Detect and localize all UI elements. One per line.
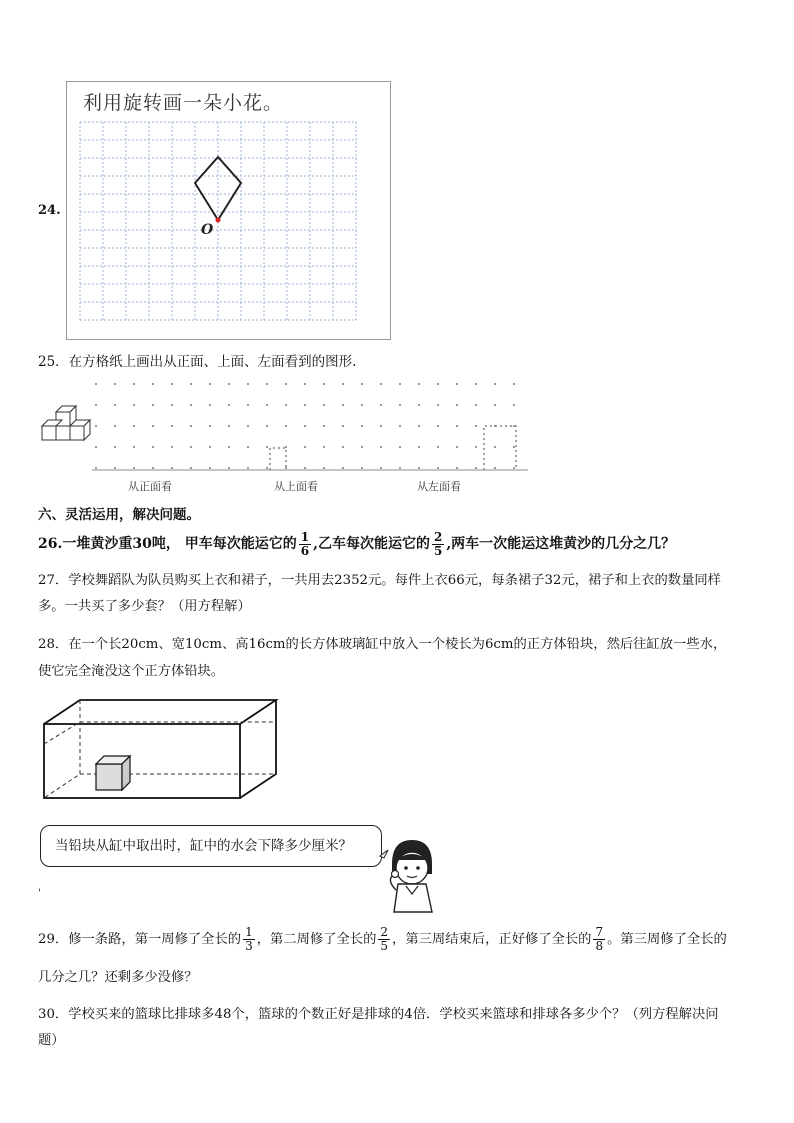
water-line (44, 722, 276, 744)
q30-line-1: 30．学校买来的篮球比排球多48个，篮球的个数正好是排球的4倍．学校买来篮球和排球各多少个？（列方程解决问 (38, 1007, 719, 1022)
fraction-1-3: $\frac{1}{3}$ (245, 925, 253, 953)
tank-front-face (44, 724, 240, 798)
fraction-2-5: $\frac{2}{5}$ (433, 529, 443, 558)
tank-figure (40, 696, 280, 802)
q25-text: 25．在方格纸上画出从正面、上面、左面看到的图形. (38, 354, 357, 370)
left-view-sketch (484, 426, 516, 470)
fraction-2-5: $\frac{2}{5}$ (380, 925, 389, 953)
top-view-sketch (270, 448, 286, 470)
section-6-title: 六、灵活运用，解决问题。 (38, 507, 200, 523)
q29-line-2: 几分之几？还剩多少没修？ (38, 970, 198, 985)
figure-title: 利用旋转画一朵小花。 (83, 92, 284, 114)
q28-line-1: 28．在一个长20cm、宽10cm、高16cm的长方体玻璃缸中放入一个棱长为6cm的正方体铅块，然后往缸放一些水， (38, 637, 727, 652)
q26-text: 26.一堆黄沙重30吨， 甲车每次能运它的 $\frac{1}{6}$ ,乙车每次能运它的 $\frac{2}{5}$ ,两车一次能运这堆黄沙的几分之几？ (38, 529, 676, 558)
dot-grid-paper (92, 380, 528, 472)
q27-line-1: 27．学校舞蹈队为队员购买上衣和裙子，一共用去2352元。每件上衣66元，每条裙子32元，裙子和上衣的数量同样 (38, 573, 721, 588)
caption-front-view: 从正面看 (128, 480, 172, 493)
stray-mark: ' (38, 888, 41, 899)
point-o-label: O (201, 222, 214, 238)
fraction-1-6: $\frac{1}{6}$ (300, 529, 310, 558)
rotation-figure (66, 81, 391, 340)
girl-cartoon (378, 834, 440, 914)
q29-line-1: 29．修一条路，第一周修了全长的 $\frac{1}{3}$ ，第二周修了全长的 $\frac{2}{5}$ ，第三周结束后，正好修了全长的 $\frac{7}{8}$ 。第三周修了全长的 (38, 925, 727, 953)
speech-bubble: 当铅块从缸中取出时，缸中的水会下降多少厘米？ (40, 825, 382, 867)
q28-line-2: 使它完全淹没这个正方体铅块。 (38, 664, 225, 679)
fraction-7-8: $\frac{7}{8}$ (595, 925, 604, 953)
caption-left-view: 从左面看 (417, 480, 461, 493)
rotation-center-point (216, 218, 221, 223)
q30-line-2: 题） (38, 1033, 65, 1048)
grid-drawing (67, 82, 392, 341)
caption-top-view: 从上面看 (274, 480, 318, 493)
q24-number: 24. (38, 203, 61, 218)
q27-line-2: 多。一共买了多少套？（用方程解） (38, 599, 251, 614)
cube-stack-figure (38, 400, 94, 444)
